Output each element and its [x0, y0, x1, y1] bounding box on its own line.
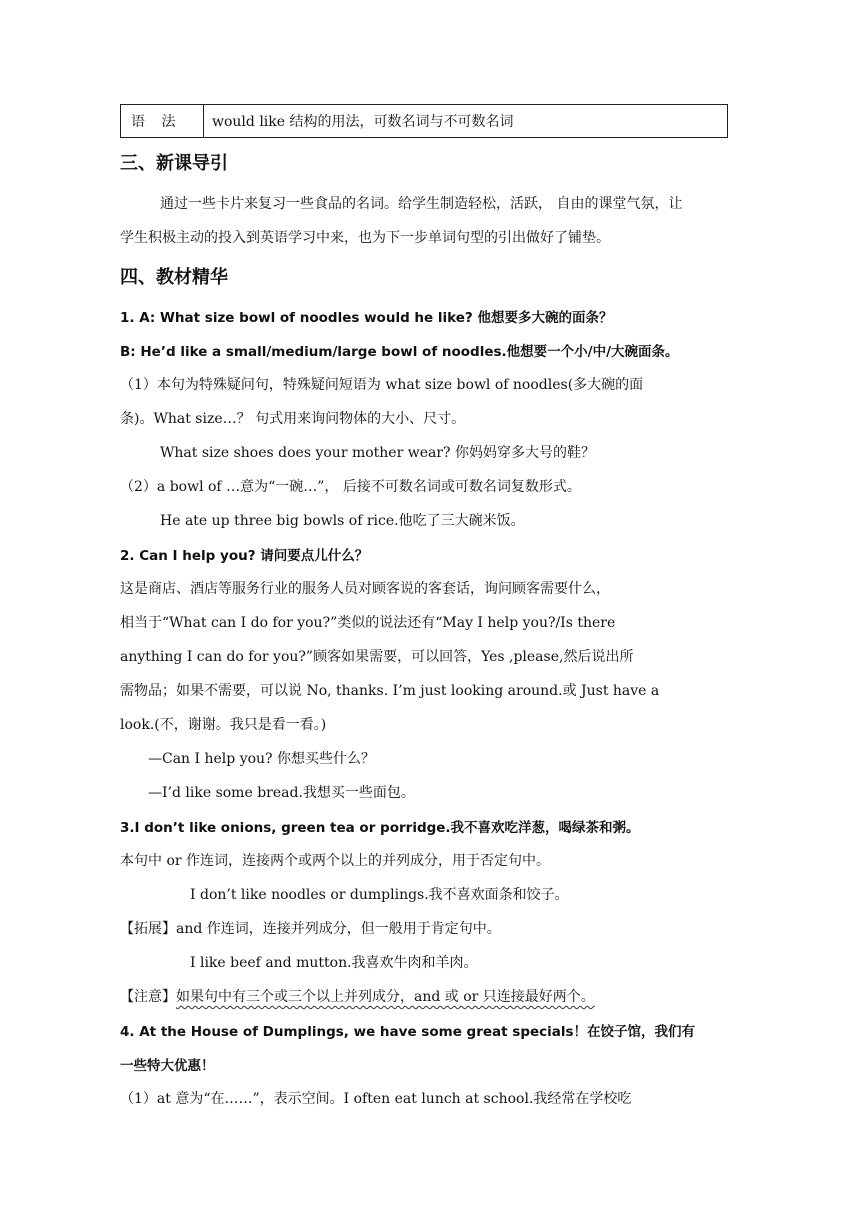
item3-expand: 【拓展】and 作连词，连接并列成分，但一般用于肯定句中。 [120, 921, 501, 937]
section3-paragraph-line1: 通过一些卡片来复习一些食品的名词。给学生制造轻松，活跃， 自由的课堂气氛，让 [160, 196, 683, 212]
item3-note-text: 如果句中有三个或三个以上并列成分，and 或 or 只连接最好两个。 [176, 989, 595, 1005]
item1-example2: He ate up three big bowls of rice.他吃了三大碗米饭。 [160, 513, 525, 529]
item2-dialog2: —I’d like some bread.我想买一些面包。 [148, 785, 415, 801]
grammar-value: would like 结构的用法，可数名词与不可数名词 [212, 114, 514, 130]
item2-line3: anything I can do for you?”顾客如果需要，可以回答，Yes ,please,然后说出所 [120, 649, 634, 665]
item1-title-a: 1. A: What size bowl of noodles would he like? 他想要多大碗的面条？ [120, 310, 613, 326]
section3-paragraph-line2: 学生积极主动的投入到英语学习中来，也为下一步单词句型的引出做好了铺垫。 [120, 230, 610, 246]
item1-note1-line2: 条)。What size…？ 句式用来询问物体的大小、尺寸。 [120, 411, 466, 427]
item4-title-line2: 一些特大优惠！ [120, 1058, 215, 1074]
item2-title: 2. Can I help you? 请问要点儿什么？ [120, 548, 369, 564]
item3-example1: I don’t like noodles or dumplings.我不喜欢面条和饺子。 [190, 887, 569, 903]
item2-line4: 需物品；如果不需要，可以说 No, thanks. I’m just looking around.或 Just have a [120, 683, 660, 699]
item2-line2: 相当于“What can I do for you?”类似的说法还有“May I help you?/Is there [120, 615, 616, 631]
item1-note1-line1: （1）本句为特殊疑问句，特殊疑问短语为 what size bowl of noodles(多大碗的面 [120, 377, 644, 393]
item4-title-line1: 4. At the House of Dumplings, we have some great specials！在饺子馆，我们有 [120, 1024, 696, 1040]
section4-heading: 四、教材精华 [120, 267, 228, 288]
item1-example1: What size shoes does your mother wear? 你妈妈穿多大号的鞋？ [160, 445, 595, 461]
item3-note [120, 986, 720, 1006]
item2-line1: 这是商店、酒店等服务行业的服务人员对顾客说的客套话，询问顾客需要什么， [120, 581, 610, 597]
item3-line1: 本句中 or 作连词，连接两个或两个以上的并列成分，用于否定句中。 [120, 853, 551, 869]
item2-dialog1: —Can I help you? 你想买些什么？ [148, 751, 376, 767]
item1-note2: （2）a bowl of …意为“一碗…”， 后接不可数名词或可数名词复数形式。 [120, 479, 581, 495]
item4-note1: （1）at 意为“在……”，表示空间。I often eat lunch at school.我经常在学校吃 [120, 1091, 632, 1107]
item2-line5: look.(不，谢谢。我只是看一看。) [120, 717, 327, 733]
item3-note-label: 【注意】 [120, 989, 176, 1005]
grammar-label: 语 法 [121, 105, 204, 137]
item3-title: 3.I don’t like onions, green tea or porridge.我不喜欢吃洋葱，喝绿茶和粥。 [120, 820, 640, 836]
grammar-table-row [120, 104, 728, 138]
section3-heading: 三、新课导引 [120, 153, 228, 174]
item3-example2: I like beef and mutton.我喜欢牛肉和羊肉。 [190, 955, 478, 971]
item1-title-b: B: He’d like a small/medium/large bowl of noodles.他想要一个小/中/大碗面条。 [120, 344, 679, 360]
